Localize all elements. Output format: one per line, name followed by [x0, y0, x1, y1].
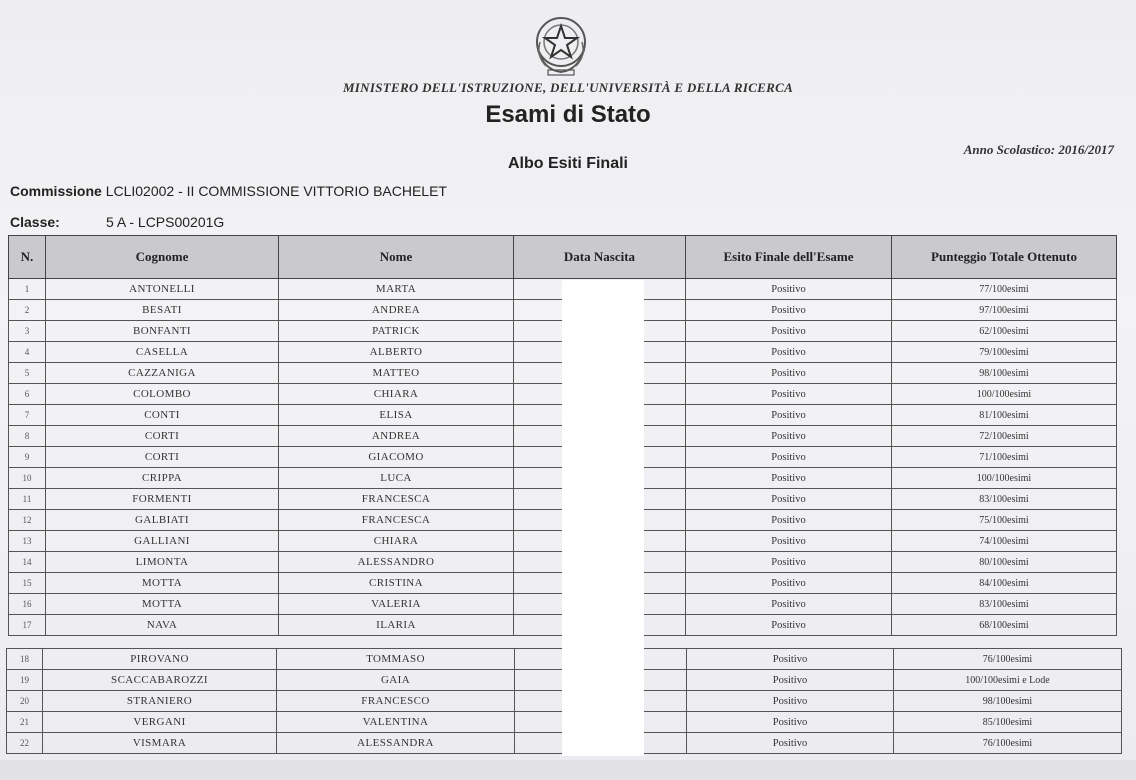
school-year: Anno Scolastico: 2016/2017 — [963, 142, 1114, 157]
row-number: 13 — [9, 531, 46, 552]
row-number: 18 — [7, 649, 43, 670]
row-nome: MARTA — [279, 279, 514, 300]
row-esito: Positivo — [686, 384, 892, 405]
row-punteggio: 98/100esimi — [892, 363, 1117, 384]
row-nome: ALESSANDRO — [279, 552, 514, 573]
row-cognome: CRIPPA — [46, 468, 279, 489]
row-esito: Positivo — [687, 712, 894, 733]
row-punteggio: 62/100esimi — [892, 321, 1117, 342]
row-esito: Positivo — [687, 733, 894, 754]
row-number: 15 — [9, 573, 46, 594]
row-esito: Positivo — [686, 468, 892, 489]
column-header-data-nascita: Data Nascita — [514, 236, 686, 279]
row-nome: PATRICK — [279, 321, 514, 342]
row-number: 11 — [9, 489, 46, 510]
row-cognome: MOTTA — [46, 573, 279, 594]
row-cognome: BONFANTI — [46, 321, 279, 342]
row-number: 17 — [9, 615, 46, 636]
row-number: 12 — [9, 510, 46, 531]
row-esito: Positivo — [686, 426, 892, 447]
row-punteggio: 76/100esimi — [894, 649, 1122, 670]
row-esito: Positivo — [687, 649, 894, 670]
column-header-n: N. — [9, 236, 46, 279]
row-number: 2 — [9, 300, 46, 321]
row-punteggio: 72/100esimi — [892, 426, 1117, 447]
row-esito: Positivo — [686, 300, 892, 321]
row-esito: Positivo — [687, 691, 894, 712]
row-cognome: CORTI — [46, 426, 279, 447]
row-esito: Positivo — [686, 279, 892, 300]
row-cognome: PIROVANO — [43, 649, 277, 670]
row-esito: Positivo — [686, 405, 892, 426]
column-header-esito: Esito Finale dell'Esame — [686, 236, 892, 279]
page-title: Esami di Stato — [485, 101, 651, 128]
redacted-birthdate-block — [562, 280, 644, 756]
row-number: 7 — [9, 405, 46, 426]
row-punteggio: 79/100esimi — [892, 342, 1117, 363]
classe-line — [10, 214, 224, 230]
row-esito: Positivo — [686, 363, 892, 384]
row-cognome: SCACCABAROZZI — [43, 670, 277, 691]
row-number: 9 — [9, 447, 46, 468]
row-cognome: ANTONELLI — [46, 279, 279, 300]
row-punteggio: 100/100esimi e Lode — [894, 670, 1122, 691]
row-cognome: VISMARA — [43, 733, 277, 754]
row-esito: Positivo — [686, 489, 892, 510]
row-nome: ANDREA — [279, 426, 514, 447]
row-esito: Positivo — [686, 552, 892, 573]
classe-label: Classe: — [10, 214, 60, 230]
row-esito: Positivo — [686, 447, 892, 468]
row-nome: GAIA — [277, 670, 515, 691]
row-nome: CRISTINA — [279, 573, 514, 594]
row-punteggio: 76/100esimi — [894, 733, 1122, 754]
row-punteggio: 84/100esimi — [892, 573, 1117, 594]
row-nome: FRANCESCA — [279, 489, 514, 510]
row-esito: Positivo — [686, 573, 892, 594]
row-punteggio: 85/100esimi — [894, 712, 1122, 733]
row-cognome: LIMONTA — [46, 552, 279, 573]
row-punteggio: 83/100esimi — [892, 489, 1117, 510]
row-punteggio: 81/100esimi — [892, 405, 1117, 426]
row-nome: ANDREA — [279, 300, 514, 321]
row-nome: CHIARA — [279, 531, 514, 552]
row-nome: ILARIA — [279, 615, 514, 636]
row-cognome: STRANIERO — [43, 691, 277, 712]
row-punteggio: 80/100esimi — [892, 552, 1117, 573]
row-cognome: CAZZANIGA — [46, 363, 279, 384]
row-punteggio: 77/100esimi — [892, 279, 1117, 300]
row-nome: VALERIA — [279, 594, 514, 615]
row-esito: Positivo — [686, 321, 892, 342]
row-cognome: CONTI — [46, 405, 279, 426]
row-cognome: NAVA — [46, 615, 279, 636]
row-nome: ALBERTO — [279, 342, 514, 363]
row-number: 1 — [9, 279, 46, 300]
background-strip — [0, 760, 1136, 780]
column-header-nome: Nome — [279, 236, 514, 279]
row-punteggio: 71/100esimi — [892, 447, 1117, 468]
row-punteggio: 68/100esimi — [892, 615, 1117, 636]
row-nome: LUCA — [279, 468, 514, 489]
row-cognome: BESATI — [46, 300, 279, 321]
row-number: 10 — [9, 468, 46, 489]
commission-line — [10, 183, 447, 199]
row-number: 16 — [9, 594, 46, 615]
commission-label: Commissione — [10, 183, 102, 199]
row-punteggio: 100/100esimi — [892, 384, 1117, 405]
row-number: 20 — [7, 691, 43, 712]
page-subtitle: Albo Esiti Finali — [507, 155, 628, 172]
ministry-name: MINISTERO DELL'ISTRUZIONE, DELL'UNIVERSITÀ E DELLA RICERCA — [342, 80, 794, 95]
row-number: 14 — [9, 552, 46, 573]
row-nome: TOMMASO — [277, 649, 515, 670]
row-punteggio: 98/100esimi — [894, 691, 1122, 712]
row-esito: Positivo — [686, 615, 892, 636]
row-number: 19 — [7, 670, 43, 691]
row-punteggio: 97/100esimi — [892, 300, 1117, 321]
row-esito: Positivo — [686, 510, 892, 531]
row-number: 6 — [9, 384, 46, 405]
table-header-row — [9, 236, 1117, 279]
row-cognome: CORTI — [46, 447, 279, 468]
commission-value: LCLI02002 - II COMMISSIONE VITTORIO BACHELET — [105, 183, 447, 199]
row-cognome: VERGANI — [43, 712, 277, 733]
row-cognome: MOTTA — [46, 594, 279, 615]
row-nome: CHIARA — [279, 384, 514, 405]
row-number: 4 — [9, 342, 46, 363]
row-number: 5 — [9, 363, 46, 384]
row-cognome: COLOMBO — [46, 384, 279, 405]
italian-republic-emblem-icon — [530, 12, 592, 78]
row-nome: MATTEO — [279, 363, 514, 384]
row-cognome: CASELLA — [46, 342, 279, 363]
column-header-punteggio: Punteggio Totale Ottenuto — [892, 236, 1117, 279]
row-esito: Positivo — [686, 342, 892, 363]
row-nome: ELISA — [279, 405, 514, 426]
row-nome: ALESSANDRA — [277, 733, 515, 754]
row-number: 8 — [9, 426, 46, 447]
row-number: 22 — [7, 733, 43, 754]
classe-value: 5 A - LCPS00201G — [106, 214, 225, 230]
row-esito: Positivo — [686, 594, 892, 615]
row-cognome: GALBIATI — [46, 510, 279, 531]
row-nome: FRANCESCA — [279, 510, 514, 531]
row-nome: FRANCESCO — [277, 691, 515, 712]
row-number: 3 — [9, 321, 46, 342]
row-nome: VALENTINA — [277, 712, 515, 733]
row-esito: Positivo — [686, 531, 892, 552]
row-punteggio: 74/100esimi — [892, 531, 1117, 552]
row-punteggio: 100/100esimi — [892, 468, 1117, 489]
row-nome: GIACOMO — [279, 447, 514, 468]
row-esito: Positivo — [687, 670, 894, 691]
column-header-cognome: Cognome — [46, 236, 279, 279]
row-cognome: FORMENTI — [46, 489, 279, 510]
row-punteggio: 83/100esimi — [892, 594, 1117, 615]
row-number: 21 — [7, 712, 43, 733]
row-punteggio: 75/100esimi — [892, 510, 1117, 531]
row-cognome: GALLIANI — [46, 531, 279, 552]
